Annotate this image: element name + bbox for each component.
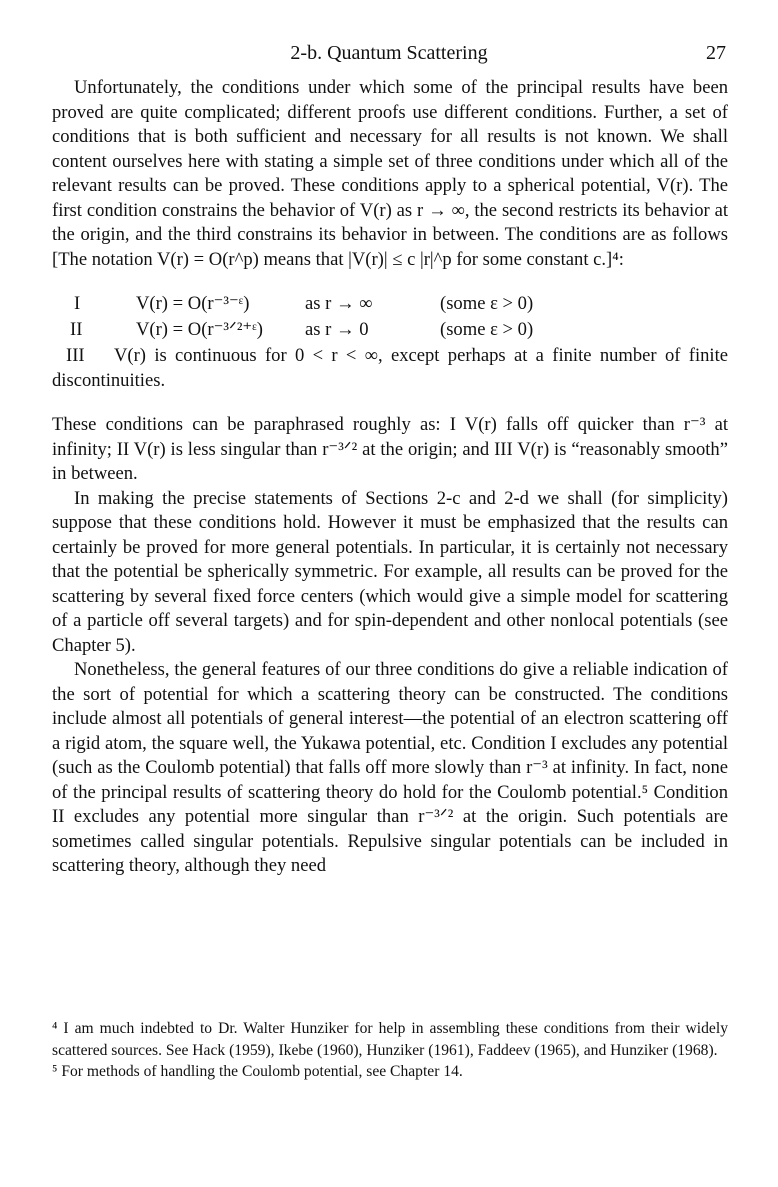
footnote-4: ⁴ I am much indebted to Dr. Walter Hunziker for help in assembling these conditions from their widely scattered sources. See Hack (1959), Ikebe (1960), Hunziker (1961), Faddeev (1965), and Hunziker (1968). <box>52 1020 728 1059</box>
section-title: 2-b. Quantum Scattering <box>290 42 488 64</box>
condition-limit: as r → 0 <box>305 319 369 340</box>
condition-numeral: II <box>70 319 83 340</box>
condition-text: V(r) is continuous for 0 < r < ∞, except perhaps at a finite number of finite discontinuities. <box>52 345 728 391</box>
paragraph-conditions-intro: Unfortunately, the conditions under which some of the principal results have been proved are quite complicated; different proofs use different conditions. Further, a set of conditions that is both sufficient and necessary for all results is not known. We shall content ourselves here with stating a simple set of three conditions under which all of the relevant results can be proved. These conditions apply to a spherical potential, V(r). The first condition constrains the behavior of V(r) as r → ∞, the second restricts its behavior at the origin, and the third constrains its behavior in between. The conditions are as follows [The notation V(r) = O(r^p) means that |V(r)| ≤ c |r|^p for some constant c.]⁴: <box>52 77 728 270</box>
condition-3 <box>52 344 728 393</box>
paragraph-general-features: Nonetheless, the general features of our three conditions do give a reliable indication of the sort of potential for which a scattering theory can be constructed. The conditions include almost all potentials of general interest—the potential of an electron scattering off a rigid atom, the square well, the Yukawa potential, etc. Condition I excludes any potential (such as the Coulomb potential) that falls off more slowly than r⁻³ at infinity. In fact, none of the principal results of scattering theory do hold for the Coulomb potential.⁵ Condition II excludes any potential more singular than r⁻³ᐟ² at the origin. Such potentials are sometimes called singular potentials. Repulsive singular potentials can be included in scattering theory, although they need <box>52 659 728 876</box>
paragraph-simplicity: In making the precise statements of Sections 2-c and 2-d we shall (for simplicity) suppose that these conditions hold. However it must be emphasized that the results can certainly be proved for more general potentials. In particular, it is certainly not necessary that the potential be spherically symmetric. For example, all results can be proved for the scattering by several fixed force centers (which would give a simple model for scattering of a particle off several targets) and for spin-dependent and other nonlocal potentials (see Chapter 5). <box>52 487 728 656</box>
condition-1 <box>52 292 728 318</box>
condition-note: (some ε > 0) <box>440 293 534 314</box>
running-header <box>52 42 726 72</box>
condition-2 <box>52 318 728 344</box>
page-number: 27 <box>706 42 726 64</box>
condition-note: (some ε > 0) <box>440 319 534 340</box>
condition-formula: V(r) = O(r⁻³ᐟ²⁺ᵋ) <box>136 319 263 340</box>
condition-numeral: III <box>66 345 85 366</box>
condition-numeral: I <box>74 293 81 314</box>
footnotes <box>52 1018 728 1083</box>
main-text <box>52 76 728 879</box>
footnote-5: ⁵ For methods of handling the Coulomb potential, see Chapter 14. <box>52 1063 463 1080</box>
condition-formula: V(r) = O(r⁻³⁻ᵋ) <box>136 293 250 314</box>
condition-limit: as r → ∞ <box>305 293 373 314</box>
paragraph-paraphrase: These conditions can be paraphrased roughly as: I V(r) falls off quicker than r⁻³ at infinity; II V(r) is less singular than r⁻³ᐟ² at the origin; and III V(r) is “reasonably smooth” in between. <box>52 414 728 484</box>
